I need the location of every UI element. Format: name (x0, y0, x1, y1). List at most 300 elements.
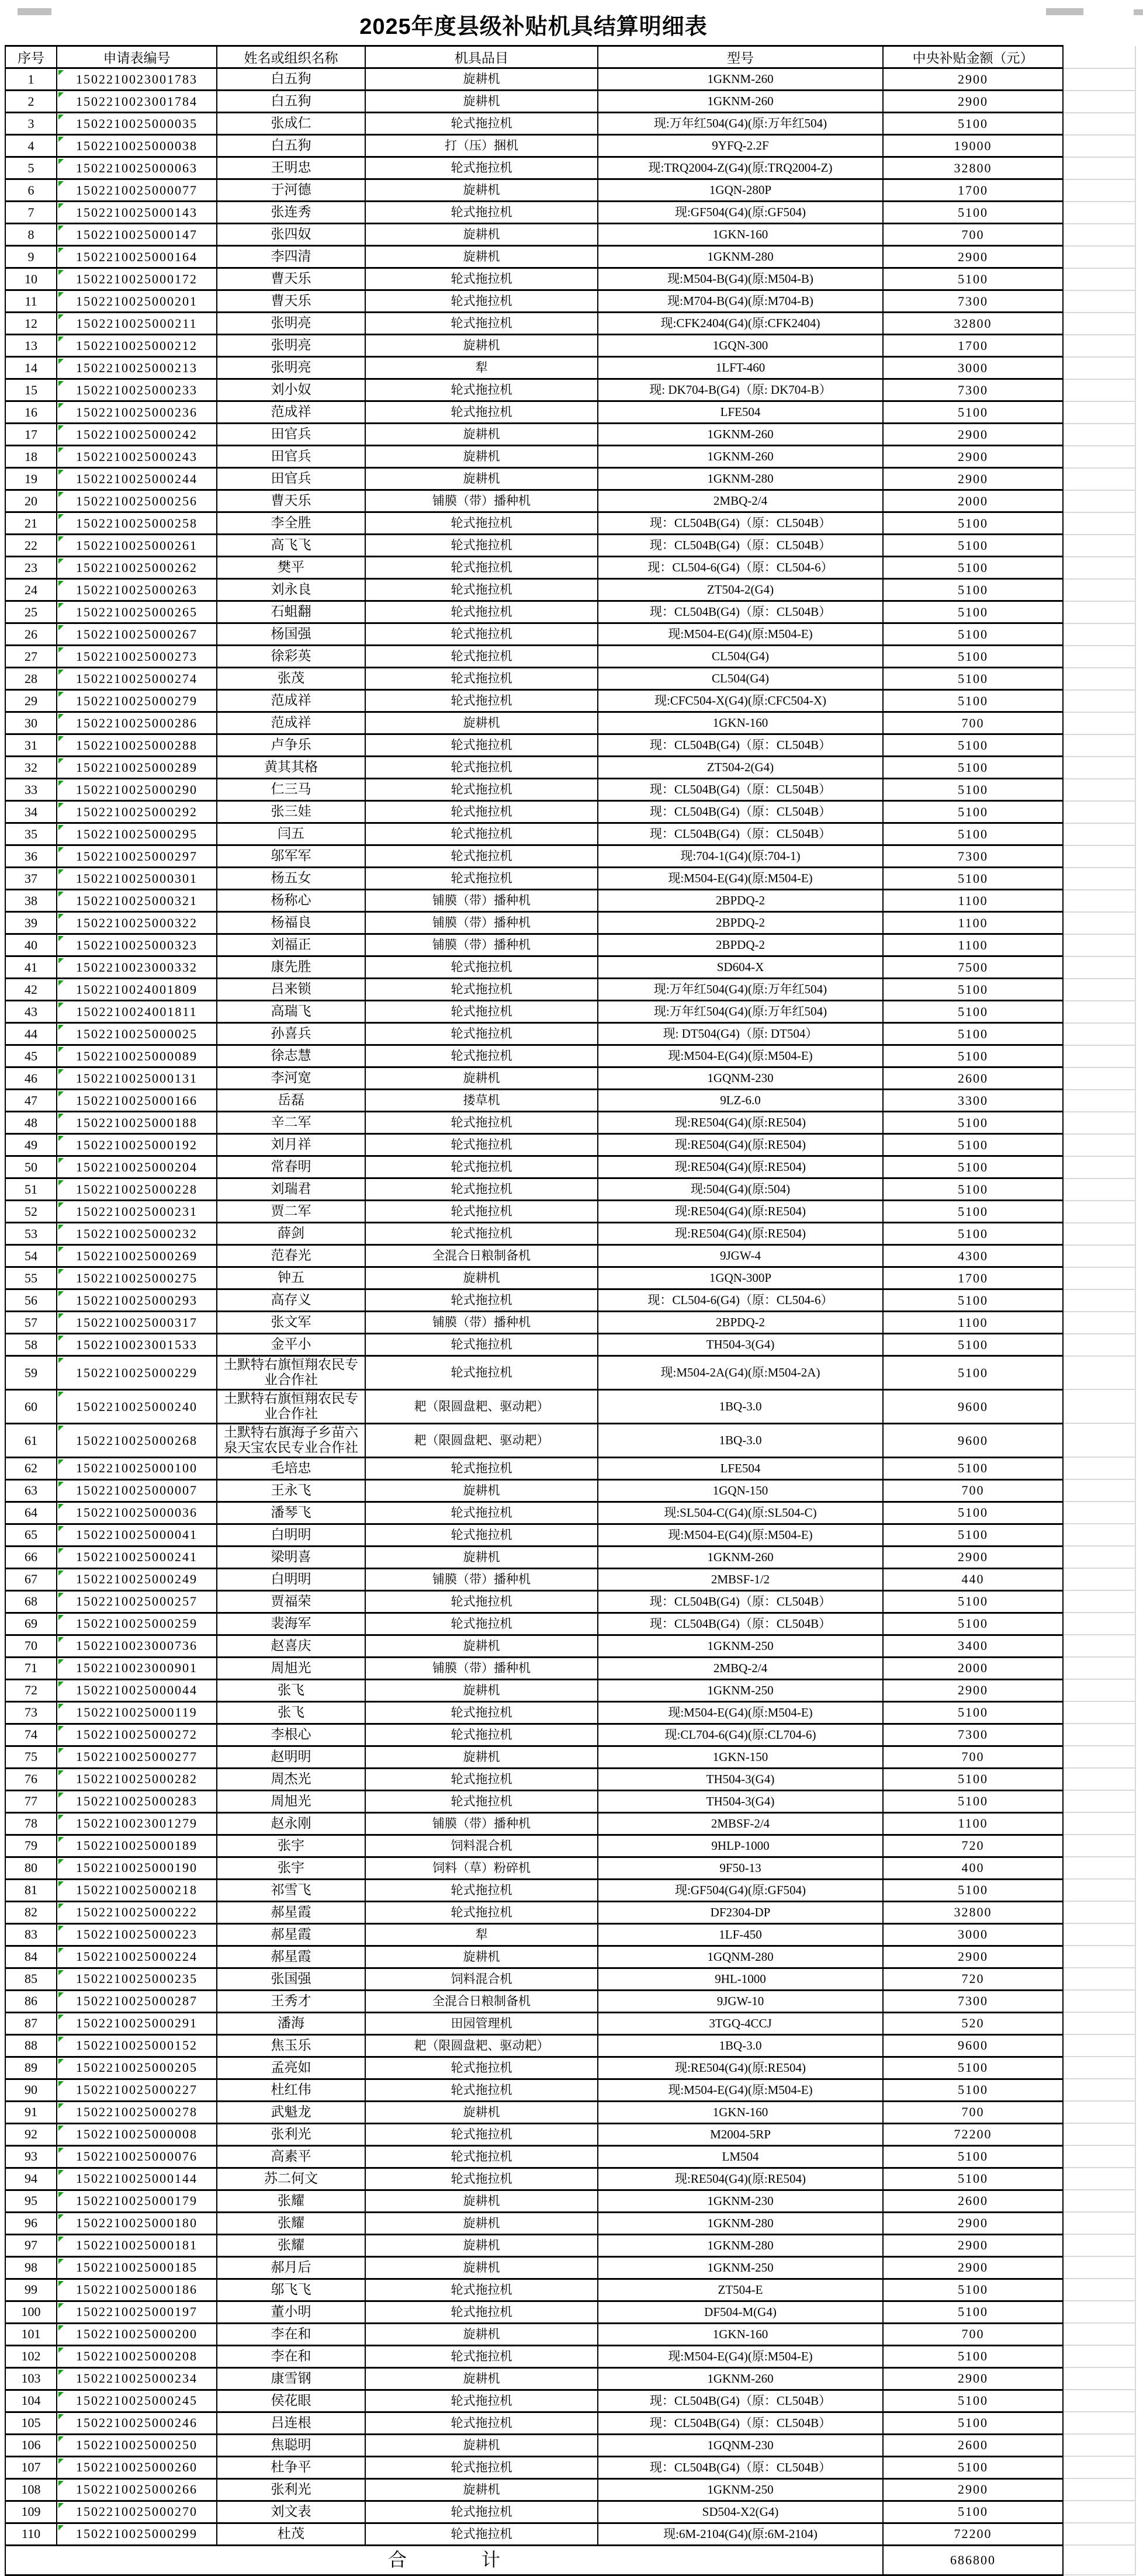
cell-name: 钟五 (217, 1267, 365, 1289)
cell-amount: 32800 (883, 1901, 1063, 1923)
cell-amount: 5100 (883, 1289, 1063, 1312)
cell-model: 现：CL504B(G4)（原：CL504B） (598, 1613, 883, 1635)
cell-application-id: 1502210025000321 (57, 890, 217, 912)
cell-model: 1GKNM-230 (598, 2190, 883, 2212)
cell-item: 旋耕机 (365, 2434, 598, 2456)
cell-item: 轮式拖拉机 (365, 512, 598, 535)
cell-application-id: 1502210025000181 (57, 2234, 217, 2256)
ghost-grid-cell (1063, 868, 1135, 890)
cell-name: 张文军 (217, 1312, 365, 1334)
cell-name: 张耀 (217, 2190, 365, 2212)
cell-amount: 2900 (883, 2367, 1063, 2390)
cell-item: 轮式拖拉机 (365, 1112, 598, 1134)
cell-application-id: 1502210025000268 (57, 1423, 217, 1457)
cell-amount: 5100 (883, 1768, 1063, 1790)
table-row (5, 1156, 1135, 1178)
cell-application-id: 1502210025000131 (57, 1067, 217, 1090)
cell-amount: 9600 (883, 2034, 1063, 2057)
cell-item: 铺膜（带）播种机 (365, 1657, 598, 1679)
table-row (5, 734, 1135, 757)
cell-application-id: 1502210025000205 (57, 2057, 217, 2079)
cell-amount: 5100 (883, 2079, 1063, 2101)
cell-item: 旋耕机 (365, 424, 598, 446)
cell-name: 贾福荣 (217, 1590, 365, 1613)
table-row (5, 2145, 1135, 2168)
ghost-grid-cell (1063, 2323, 1135, 2345)
cell-amount: 5100 (883, 757, 1063, 779)
cell-name: 张成仁 (217, 113, 365, 135)
cell-seq: 25 (5, 601, 57, 623)
table-row (5, 1613, 1135, 1635)
ghost-grid-cell (1063, 46, 1135, 68)
cell-model: 1GKN-160 (598, 2101, 883, 2123)
table-row (5, 1679, 1135, 1701)
cell-application-id: 1502210025000192 (57, 1134, 217, 1156)
cell-application-id: 1502210025000025 (57, 1023, 217, 1045)
col-header-name: 姓名或组织名称 (217, 46, 365, 68)
cell-seq: 47 (5, 1090, 57, 1112)
ghost-grid-cell (1063, 1479, 1135, 1502)
cell-amount: 2900 (883, 246, 1063, 268)
cell-name: 王明忠 (217, 157, 365, 179)
cell-application-id: 1502210025000262 (57, 557, 217, 579)
cell-amount: 5100 (883, 2345, 1063, 2367)
table-row (5, 1790, 1135, 1812)
cell-application-id: 1502210025000274 (57, 668, 217, 690)
cell-seq: 4 (5, 135, 57, 157)
ghost-grid-cell (1063, 2079, 1135, 2101)
cell-item: 轮式拖拉机 (365, 1901, 598, 1923)
ghost-grid-cell (1063, 2101, 1135, 2123)
cell-seq: 3 (5, 113, 57, 135)
cell-name: 张国强 (217, 1968, 365, 1990)
table-row (5, 2412, 1135, 2434)
cell-amount: 5100 (883, 113, 1063, 135)
cell-item: 旋耕机 (365, 1267, 598, 1289)
ghost-grid-cell (1063, 202, 1135, 224)
table-row (5, 1201, 1135, 1223)
cell-amount: 5100 (883, 801, 1063, 823)
cell-seq: 13 (5, 335, 57, 357)
cell-name: 郝星霞 (217, 1901, 365, 1923)
ghost-grid-cell (1063, 1901, 1135, 1923)
cell-item: 轮式拖拉机 (365, 1223, 598, 1245)
cell-model: 1GKNM-250 (598, 1635, 883, 1657)
cell-item: 铺膜（带）播种机 (365, 890, 598, 912)
cell-model: 1GKNM-280 (598, 246, 883, 268)
table-row (5, 1657, 1135, 1679)
cell-seq: 9 (5, 246, 57, 268)
cell-name: 张茂 (217, 668, 365, 690)
cell-item: 旋耕机 (365, 2101, 598, 2123)
ghost-grid-cell (1063, 557, 1135, 579)
cell-model: 现：CL504-6(G4)（原：CL504-6） (598, 557, 883, 579)
ghost-grid-cell (1063, 712, 1135, 734)
cell-seq: 23 (5, 557, 57, 579)
cell-seq: 77 (5, 1790, 57, 1812)
cell-name: 张利光 (217, 2123, 365, 2145)
cell-seq: 60 (5, 1389, 57, 1423)
cell-name: 杨五女 (217, 868, 365, 890)
ghost-grid-cell (1063, 135, 1135, 157)
cell-seq: 31 (5, 734, 57, 757)
cell-name: 徐彩英 (217, 646, 365, 668)
cell-amount: 700 (883, 1479, 1063, 1502)
table-row (5, 2057, 1135, 2079)
cell-model: 1BQ-3.0 (598, 2034, 883, 2057)
total-row (5, 2545, 1135, 2575)
cell-seq: 80 (5, 1857, 57, 1879)
cell-application-id: 1502210024001811 (57, 1001, 217, 1023)
ghost-grid-cell (1063, 734, 1135, 757)
ghost-grid-cell (1063, 623, 1135, 646)
cell-item: 轮式拖拉机 (365, 2345, 598, 2367)
table-row (5, 1178, 1135, 1201)
ghost-grid-cell (1063, 801, 1135, 823)
cell-amount: 2000 (883, 1657, 1063, 1679)
cell-model: 2MBSF-2/4 (598, 1812, 883, 1835)
cell-seq: 19 (5, 468, 57, 490)
cell-model: 现:M504-E(G4)(原:M504-E) (598, 623, 883, 646)
cell-seq: 21 (5, 512, 57, 535)
cell-seq: 1 (5, 68, 57, 91)
table-row (5, 2168, 1135, 2190)
ghost-grid-cell (1063, 2256, 1135, 2279)
cell-name: 周旭光 (217, 1790, 365, 1812)
ghost-grid-cell (1063, 646, 1135, 668)
cell-name: 刘小奴 (217, 379, 365, 401)
table-row (5, 2390, 1135, 2412)
cell-seq: 46 (5, 1067, 57, 1090)
ghost-grid-cell (1063, 401, 1135, 424)
cell-seq: 88 (5, 2034, 57, 2057)
cell-application-id: 1502210025000322 (57, 912, 217, 934)
cell-amount: 72200 (883, 2123, 1063, 2145)
cell-model: 1GKNM-250 (598, 2478, 883, 2501)
cell-application-id: 1502210025000229 (57, 1356, 217, 1390)
cell-seq: 63 (5, 1479, 57, 1502)
ghost-grid-cell (1063, 1356, 1135, 1390)
table-row (5, 1879, 1135, 1901)
cell-amount: 5100 (883, 1023, 1063, 1045)
ghost-grid-cell (1063, 2190, 1135, 2212)
cell-seq: 79 (5, 1835, 57, 1857)
cell-amount: 7300 (883, 379, 1063, 401)
cell-model: 9LZ-6.0 (598, 1090, 883, 1112)
cell-item: 全混合日粮制备机 (365, 1990, 598, 2012)
cell-amount: 3300 (883, 1090, 1063, 1112)
cell-amount: 3400 (883, 1635, 1063, 1657)
cell-seq: 53 (5, 1223, 57, 1245)
cell-model: 1BQ-3.0 (598, 1389, 883, 1423)
cell-name: 王永飞 (217, 1479, 365, 1502)
cell-name: 武魁龙 (217, 2101, 365, 2123)
cell-seq: 8 (5, 224, 57, 246)
cell-item: 轮式拖拉机 (365, 757, 598, 779)
cell-application-id: 1502210023000332 (57, 956, 217, 979)
table-row (5, 1067, 1135, 1090)
cell-seq: 18 (5, 446, 57, 468)
cell-amount: 9600 (883, 1389, 1063, 1423)
cell-application-id: 1502210025000036 (57, 1502, 217, 1524)
cell-model: 现：CL504B(G4)（原：CL504B） (598, 1590, 883, 1613)
table-row (5, 601, 1135, 623)
cell-seq: 20 (5, 490, 57, 512)
cell-model: 9HLP-1000 (598, 1835, 883, 1857)
ghost-grid-cell (1063, 1613, 1135, 1635)
ghost-grid-cell (1063, 2168, 1135, 2190)
cell-amount: 5100 (883, 779, 1063, 801)
cell-model: TH504-3(G4) (598, 1790, 883, 1812)
cell-seq: 69 (5, 1613, 57, 1635)
cell-model: 1GKNM-260 (598, 446, 883, 468)
cell-amount: 5100 (883, 2168, 1063, 2190)
table-row (5, 668, 1135, 690)
ghost-grid-cell (1063, 1245, 1135, 1267)
cell-seq: 35 (5, 823, 57, 845)
cell-amount: 2900 (883, 446, 1063, 468)
table-row (5, 357, 1135, 379)
cell-name: 吕连根 (217, 2412, 365, 2434)
cell-application-id: 1502210025000258 (57, 512, 217, 535)
cell-seq: 45 (5, 1045, 57, 1067)
cell-amount: 5100 (883, 1112, 1063, 1134)
cell-amount: 32800 (883, 313, 1063, 335)
cell-model: 现：CL504B(G4)（原：CL504B） (598, 779, 883, 801)
cell-item: 轮式拖拉机 (365, 956, 598, 979)
cell-application-id: 1502210024001809 (57, 979, 217, 1001)
cell-seq: 43 (5, 1001, 57, 1023)
table-row (5, 801, 1135, 823)
cell-seq: 106 (5, 2434, 57, 2456)
cell-model: 1LF-450 (598, 1923, 883, 1946)
cell-model: 2MBSF-1/2 (598, 1568, 883, 1590)
cell-amount: 440 (883, 1568, 1063, 1590)
cell-application-id: 1502210025000147 (57, 224, 217, 246)
cell-seq: 104 (5, 2390, 57, 2412)
cell-name: 张飞 (217, 1679, 365, 1701)
cell-seq: 92 (5, 2123, 57, 2145)
cell-model: 9YFQ-2.2F (598, 135, 883, 157)
ghost-grid-cell (1063, 2478, 1135, 2501)
cell-amount: 19000 (883, 135, 1063, 157)
table-row (5, 202, 1135, 224)
ghost-grid-cell (1063, 2523, 1135, 2545)
cell-name: 闫五 (217, 823, 365, 845)
table-row (5, 1990, 1135, 2012)
cell-amount: 700 (883, 224, 1063, 246)
table-row (5, 2456, 1135, 2478)
cell-name: 孟亮如 (217, 2057, 365, 2079)
table-row (5, 2523, 1135, 2545)
cell-amount: 5100 (883, 1356, 1063, 1390)
cell-amount: 3000 (883, 1923, 1063, 1946)
cell-model: ZT504-E (598, 2279, 883, 2301)
ghost-grid-cell (1063, 1923, 1135, 1946)
cell-application-id: 1502210025000275 (57, 1267, 217, 1289)
cell-seq: 89 (5, 2057, 57, 2079)
cell-model: 2BPDQ-2 (598, 912, 883, 934)
cell-application-id: 1502210025000261 (57, 535, 217, 557)
cell-application-id: 1502210025000227 (57, 2079, 217, 2101)
cell-name: 李在和 (217, 2345, 365, 2367)
cell-model: 现:504(G4)(原:504) (598, 1178, 883, 1201)
table-row (5, 335, 1135, 357)
cell-model: 现:GF504(G4)(原:GF504) (598, 202, 883, 224)
cell-model: 1GKN-150 (598, 1746, 883, 1768)
cell-name: 于河德 (217, 179, 365, 202)
ghost-grid-cell (1063, 1156, 1135, 1178)
table-row (5, 512, 1135, 535)
cell-application-id: 1502210025000288 (57, 734, 217, 757)
ghost-grid-cell (1063, 979, 1135, 1001)
cell-model: 现:万年红504(G4)(原:万年红504) (598, 1001, 883, 1023)
ghost-grid-cell (1063, 1201, 1135, 1223)
ghost-grid-cell (1063, 1312, 1135, 1334)
cell-item: 旋耕机 (365, 179, 598, 202)
cell-item: 轮式拖拉机 (365, 1768, 598, 1790)
cell-amount: 7500 (883, 956, 1063, 979)
cell-application-id: 1502210025000250 (57, 2434, 217, 2456)
ghost-grid-cell (1063, 1389, 1135, 1423)
cell-seq: 10 (5, 268, 57, 290)
ghost-grid-cell (1063, 757, 1135, 779)
cell-application-id: 1502210025000179 (57, 2190, 217, 2212)
table-row (5, 1423, 1135, 1457)
cell-amount: 2600 (883, 2190, 1063, 2212)
cell-seq: 96 (5, 2212, 57, 2234)
cell-amount: 2900 (883, 2478, 1063, 2501)
ghost-grid-cell (1063, 956, 1135, 979)
table-row (5, 1134, 1135, 1156)
table-row (5, 2256, 1135, 2279)
cell-application-id: 1502210025000007 (57, 1479, 217, 1502)
cell-item: 轮式拖拉机 (365, 113, 598, 135)
table-row (5, 868, 1135, 890)
cell-item: 旋耕机 (365, 2212, 598, 2234)
cell-seq: 86 (5, 1990, 57, 2012)
cell-item: 旋耕机 (365, 468, 598, 490)
table-row (5, 2501, 1135, 2523)
cell-model: ZT504-2(G4) (598, 757, 883, 779)
cell-application-id: 1502210025000035 (57, 113, 217, 135)
cell-item: 旋耕机 (365, 2234, 598, 2256)
ghost-grid-cell (1063, 1946, 1135, 1968)
cell-seq: 90 (5, 2079, 57, 2101)
cell-name: 金平小 (217, 1334, 365, 1356)
cell-model: 1GKNM-250 (598, 2256, 883, 2279)
cell-amount: 2900 (883, 1546, 1063, 1568)
cell-item: 轮式拖拉机 (365, 290, 598, 313)
cell-application-id: 1502210025000283 (57, 1790, 217, 1812)
table-row (5, 1724, 1135, 1746)
cell-application-id: 1502210025000208 (57, 2345, 217, 2367)
cell-name: 曹天乐 (217, 290, 365, 313)
table-row (5, 290, 1135, 313)
cell-model: 1GQN-300 (598, 335, 883, 357)
ghost-grid-cell (1063, 91, 1135, 113)
cell-amount: 5100 (883, 579, 1063, 601)
table-row (5, 1701, 1135, 1724)
cell-application-id: 1502210025000063 (57, 157, 217, 179)
cell-item: 铺膜（带）播种机 (365, 1568, 598, 1590)
cell-application-id: 1502210025000222 (57, 1901, 217, 1923)
cell-model: 1GQNM-230 (598, 1067, 883, 1090)
cell-item: 旋耕机 (365, 712, 598, 734)
cell-application-id: 1502210025000189 (57, 1835, 217, 1857)
cell-name: 范成祥 (217, 401, 365, 424)
cell-model: 2MBQ-2/4 (598, 490, 883, 512)
table-row (5, 690, 1135, 712)
cell-amount: 5100 (883, 2456, 1063, 2478)
cell-item: 轮式拖拉机 (365, 1613, 598, 1635)
cell-name: 常春明 (217, 1156, 365, 1178)
cell-item: 轮式拖拉机 (365, 646, 598, 668)
cell-item: 耙（限圆盘耙、驱动耙） (365, 1389, 598, 1423)
cell-model: 现：CL504B(G4)（原：CL504B） (598, 734, 883, 757)
ghost-grid-cell (1063, 1701, 1135, 1724)
cell-seq: 16 (5, 401, 57, 424)
cell-amount: 5100 (883, 512, 1063, 535)
cell-name: 康先胜 (217, 956, 365, 979)
cell-item: 轮式拖拉机 (365, 2168, 598, 2190)
cell-item: 轮式拖拉机 (365, 601, 598, 623)
ghost-grid-cell (1063, 2367, 1135, 2390)
cell-seq: 87 (5, 2012, 57, 2034)
cell-amount: 5100 (883, 1223, 1063, 1245)
table-row (5, 1568, 1135, 1590)
cell-seq: 11 (5, 290, 57, 313)
cell-model: 现:万年红504(G4)(原:万年红504) (598, 979, 883, 1001)
cell-name: 刘文表 (217, 2501, 365, 2523)
table-row (5, 579, 1135, 601)
cell-seq: 91 (5, 2101, 57, 2123)
table-row (5, 845, 1135, 868)
cell-item: 旋耕机 (365, 1679, 598, 1701)
table-row (5, 1590, 1135, 1613)
cell-application-id: 1502210025000190 (57, 1857, 217, 1879)
cell-model: 现: DK704-B(G4)（原: DK704-B） (598, 379, 883, 401)
table-row (5, 1267, 1135, 1289)
cell-item: 轮式拖拉机 (365, 1879, 598, 1901)
cell-amount: 7300 (883, 1724, 1063, 1746)
cell-amount: 72200 (883, 2523, 1063, 2545)
cell-seq: 76 (5, 1768, 57, 1790)
ghost-grid-cell (1063, 912, 1135, 934)
cell-name: 仁三马 (217, 779, 365, 801)
cell-application-id: 1502210025000143 (57, 202, 217, 224)
cell-model: 现:M504-E(G4)(原:M504-E) (598, 1701, 883, 1724)
cell-seq: 32 (5, 757, 57, 779)
cell-item: 轮式拖拉机 (365, 557, 598, 579)
cell-model: DF2304-DP (598, 1901, 883, 1923)
cell-item: 轮式拖拉机 (365, 1134, 598, 1156)
cell-name: 白五狗 (217, 135, 365, 157)
cell-seq: 101 (5, 2323, 57, 2345)
ghost-grid-cell (1063, 845, 1135, 868)
table-row (5, 2434, 1135, 2456)
ghost-grid-cell (1063, 268, 1135, 290)
cell-seq: 58 (5, 1334, 57, 1356)
ghost-grid-cell (1063, 1746, 1135, 1768)
cell-application-id: 1502210025000223 (57, 1923, 217, 1946)
ghost-grid-cell (1063, 1524, 1135, 1546)
cell-application-id: 1502210025000041 (57, 1524, 217, 1546)
cell-item: 轮式拖拉机 (365, 1724, 598, 1746)
cell-name: 辛二军 (217, 1112, 365, 1134)
cell-item: 铺膜（带）播种机 (365, 1812, 598, 1835)
cell-name: 杜茂 (217, 2523, 365, 2545)
